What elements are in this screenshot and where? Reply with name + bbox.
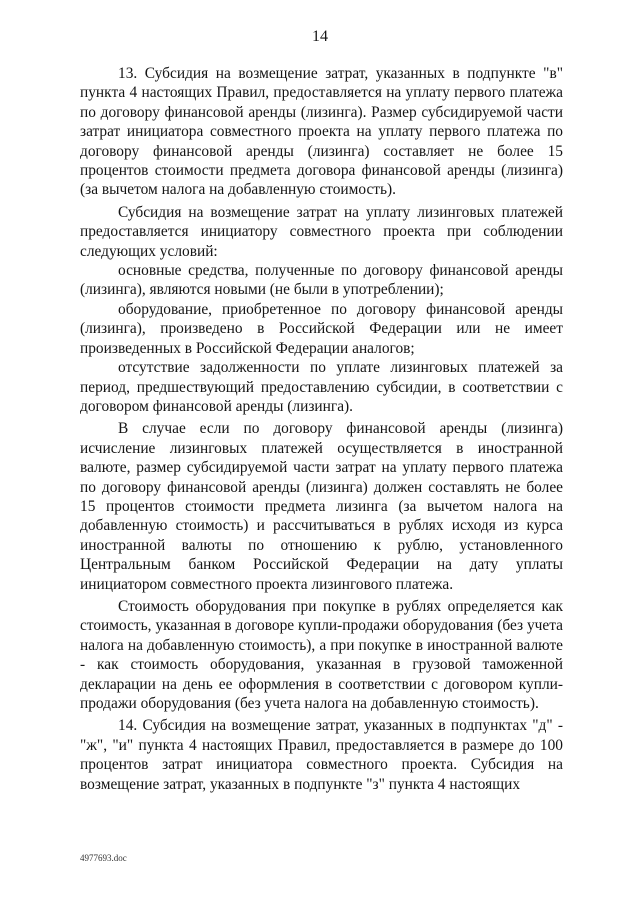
page-number: 14 — [312, 28, 328, 45]
list-item: основные средства, полученные по договору финансовой аренды (лизинга), являются новыми (не были в употреблении); — [80, 262, 563, 299]
document-file-code: 4977693.doc — [80, 853, 127, 863]
paragraph-equipment-cost: Стоимость оборудования при покупке в рублях определяется как стоимость, указанная в договоре купли-продажи оборудования (без учета налога на добавленную стоимость), а при покупке в иностранной валюте - как стоимость оборудования, указанная в грузовой таможенной декларации на день ее оформления в соответствии с договором купли-продажи оборудования (без учета налога на добавленную стоимость). — [80, 597, 563, 712]
document-body — [80, 64, 563, 794]
paragraph-foreign-currency: В случае если по договору финансовой аренды (лизинга) исчисление лизинговых платежей осуществляется в иностранной валюте, размер субсидируемой части затрат на уплату первого платежа по договору финансовой аренды (лизинга) должен составлять не более 15 процентов стоимости предмета лизинга (за вычетом налога на добавленную стоимость) и рассчитываться в рублях исходя из курса иностранной валюты по отношению к рублю, установленного Центральным банком Российской Федерации на дату уплаты инициатором совместного проекта лизингового платежа. — [80, 420, 563, 593]
paragraph-leasing-conditions: Субсидия на возмещение затрат на уплату лизинговых платежей предоставляется инициатору совместного проекта при соблюдении следующих условий: — [80, 203, 563, 260]
list-item: отсутствие задолженности по уплате лизинговых платежей за период, предшествующий предоставлению субсидии, в соответствии с договором финансовой аренды (лизинга). — [80, 359, 563, 415]
paragraph-13: 13. Субсидия на возмещение затрат, указанных в подпункте "в" пункта 4 настоящих Правил, предоставляется на уплату первого платежа по договору финансовой аренды (лизинга). Размер субсидируемой части затрат инициатора совместного проекта на уплату первого платежа по договору финансовой аренды (лизинга) составляет не более 15 процентов стоимости предмета договора финансовой аренды (лизинга) (за вычетом налога на добавленную стоимость). — [80, 65, 563, 199]
paragraph-14: 14. Субсидия на возмещение затрат, указанных в подпунктах "д" - "ж", "и" пункта 4 настоящих Правил, предоставляется в размере до 100 процентов затрат инициатора совместного проекта. Субсидия на возмещение затрат, указанных в подпункте "з" пункта 4 настоящих — [80, 717, 563, 793]
list-item: оборудование, приобретенное по договору финансовой аренды (лизинга), произведено в Российской Федерации или не имеет произведенных в Российской Федерации аналогов; — [80, 300, 563, 357]
